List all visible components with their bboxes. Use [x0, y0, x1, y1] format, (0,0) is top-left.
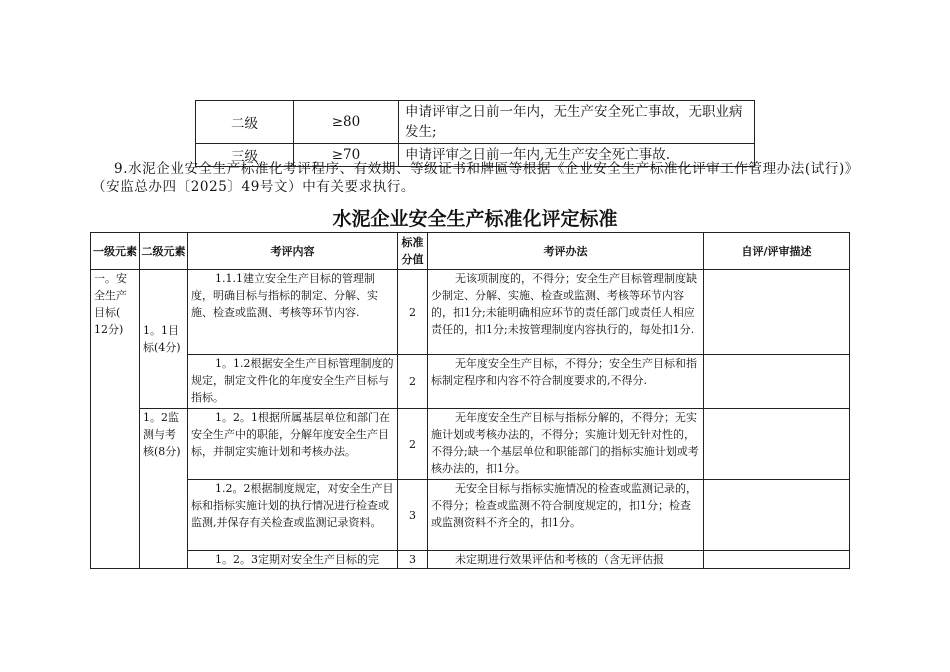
evaluation-standard-table [90, 232, 850, 569]
header-level2: 二级元素 [140, 233, 188, 270]
page-title: 水泥企业安全生产标准化评定标准 [332, 208, 618, 230]
method-text: 无年度安全生产目标，不得分；安全生产目标和指标制定程序和内容不符合制度要求的,不得分. [431, 357, 697, 387]
method-text: 无该项制度的，不得分；安全生产目标管理制度缺少制定、分解、实施、检查或监测、考核等环节内容的，扣1分;未能明确相应环节的责任部门或责任人相应责任的，扣1分;未按管理制度内容执行的，每处扣1分. [431, 272, 697, 336]
table-row [91, 480, 850, 551]
header-score: 标准分值 [398, 233, 428, 270]
score-cell: 3 [398, 480, 428, 551]
self-eval-cell[interactable] [704, 355, 850, 409]
score-cell: 3 [398, 551, 428, 569]
header-content: 考评内容 [188, 233, 398, 270]
table-row [91, 270, 850, 355]
method-text: 未定期进行效果评估和考核的（含无评估报 [455, 553, 664, 566]
content-cell [188, 409, 398, 480]
content-cell [188, 270, 398, 355]
grade-row [196, 101, 755, 144]
header-method: 考评办法 [428, 233, 704, 270]
level2-element-text: 1。2监测与考核(8分) [143, 411, 181, 458]
content-text: 1.1.1建立安全生产目标的管理制度，明确目标与指标的制定、分解、实施、检查或监测、考核等环节内容. [191, 272, 378, 319]
grade-cell: 二级 [196, 101, 294, 144]
method-cell [428, 409, 704, 480]
self-eval-cell[interactable] [704, 551, 850, 569]
header-self-eval: 自评/评审描述 [704, 233, 850, 270]
level1-element-text: 一。安全生产目标( 12分) [94, 272, 127, 336]
content-cell [188, 480, 398, 551]
table-row [91, 551, 850, 569]
grade-condition-cell: 申请评审之日前一年内,无生产安全死亡事故. [399, 144, 755, 167]
level1-element-cell [91, 270, 140, 569]
score-threshold-cell: ≥80 [294, 101, 399, 144]
table-row [91, 355, 850, 409]
method-cell [428, 270, 704, 355]
content-text: 1。1.2根据安全生产目标管理制度的规定，制定文件化的年度安全生产目标与指标。 [191, 357, 394, 404]
score-cell: 2 [398, 270, 428, 355]
table-row [91, 409, 850, 480]
self-eval-cell[interactable] [704, 270, 850, 355]
grade-cell: 三级 [196, 144, 294, 167]
method-cell [428, 551, 704, 569]
method-cell [428, 480, 704, 551]
score-cell: 2 [398, 409, 428, 480]
level2-element-cell [140, 409, 188, 569]
method-text: 无年度安全生产目标与指标分解的，不得分；无实施计划或考核办法的，不得分；实施计划无针对性的，不得分;缺一个基层单位和职能部门的指标实施计划或考核办法的，扣1分。 [431, 411, 699, 475]
method-text: 无安全目标与指标实施情况的检查或监测记录的，不得分；检查或监测不符合制度规定的，扣1分；检查或监测资料不齐全的，扣1分。 [431, 482, 697, 529]
self-eval-cell[interactable] [704, 409, 850, 480]
grade-condition-cell: 申请评审之日前一年内，无生产安全死亡事故，无职业病发生; [399, 101, 755, 144]
method-cell [428, 355, 704, 409]
grade-table [195, 100, 755, 167]
content-text: 1。2。3定期对安全生产目标的完 [215, 553, 379, 566]
self-eval-cell[interactable] [704, 480, 850, 551]
content-text: 1。2。1根据所属基层单位和部门在安全生产中的职能，分解年度安全生产目标，并制定实施计划和考核办法。 [191, 411, 390, 458]
content-text: 1.2。2根据制度规定，对安全生产目标和指标实施计划的执行情况进行检查或监测,并保存有关检查或监测记录资料。 [191, 482, 394, 529]
header-level1: 一级元素 [91, 233, 140, 270]
content-cell [188, 355, 398, 409]
table-header-row [91, 233, 850, 270]
score-threshold-cell: ≥70 [294, 144, 399, 167]
content-cell [188, 551, 398, 569]
level2-element-text: 1。1目标(4分) [143, 324, 181, 354]
procedure-note: 9.水泥企业安全生产标准化考评程序、有效期、等级证书和牌匾等根据《企业安全生产标准化评审工作管理办法(试行)》（安监总办四〔2025〕49号文）中有关要求执行。 [92, 161, 859, 195]
level2-element-cell [140, 270, 188, 409]
score-cell: 2 [398, 355, 428, 409]
